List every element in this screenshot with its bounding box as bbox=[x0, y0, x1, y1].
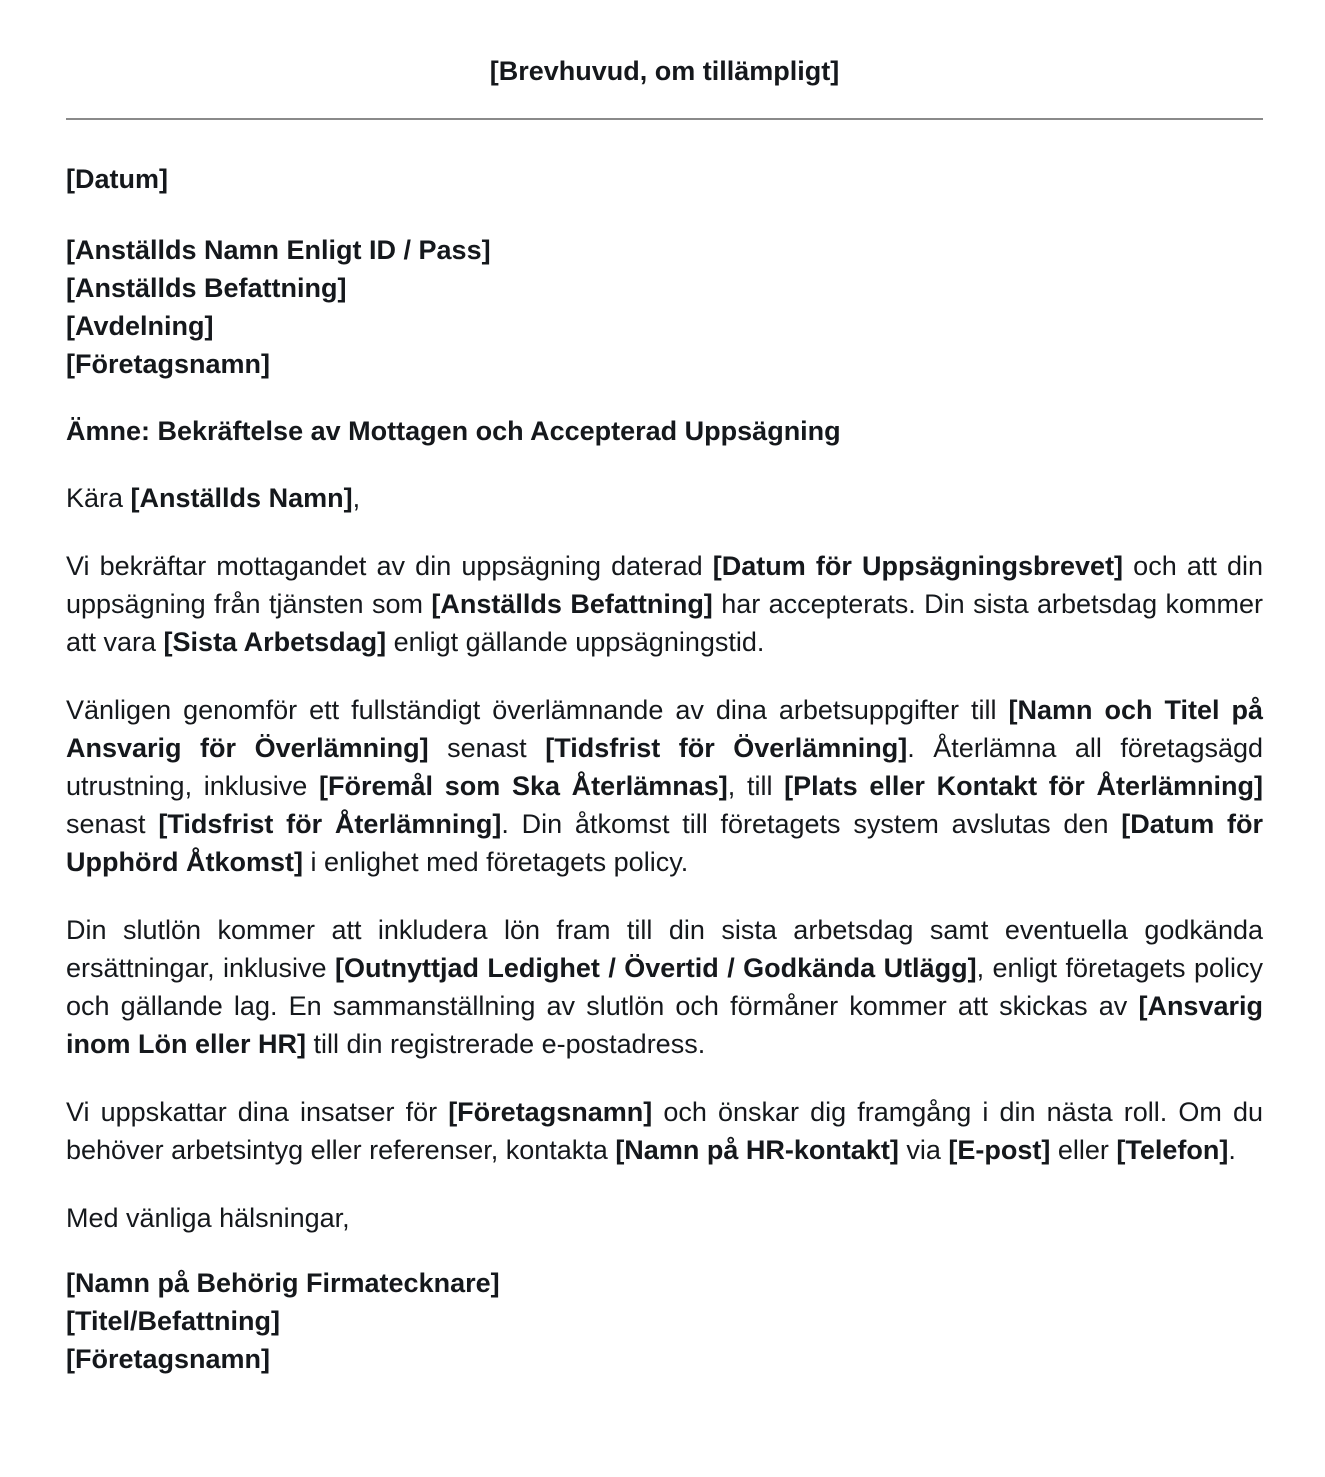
text-run: , bbox=[352, 483, 361, 513]
text-run: via bbox=[898, 1135, 949, 1165]
placeholder-field: [Namn på HR-kontakt] bbox=[615, 1135, 899, 1165]
text-run: och önskar dig framgång i din nästa roll. Om du behöver arbetsintyg eller referenser, kontakta bbox=[66, 1097, 1263, 1165]
placeholder-field: [Datum för Upphörd Åtkomst] bbox=[66, 809, 1263, 877]
subject-line: Ämne: Bekräftelse av Mottagen och Accepterad Uppsägning bbox=[66, 416, 841, 446]
text-run: senast bbox=[428, 733, 546, 763]
paragraph-resignation-confirmation bbox=[66, 547, 1263, 661]
placeholder-field: [Företagsnamn] bbox=[448, 1097, 653, 1127]
text-run: har accepterats. Din sista arbetsdag kommer att vara bbox=[66, 589, 1264, 657]
text-run: , till bbox=[727, 771, 785, 801]
placeholder-field: [Datum för Uppsägningsbrevet] bbox=[712, 551, 1124, 581]
placeholder-field: [Föremål som Ska Återlämnas] bbox=[319, 771, 728, 801]
text-run: . Din åtkomst till företagets system avslutas den bbox=[501, 809, 1122, 839]
signatory-name-line: [Namn på Behörig Firmatecknare] bbox=[66, 1268, 500, 1298]
recipient-department-line: [Avdelning] bbox=[66, 311, 214, 341]
text-run: . bbox=[1228, 1135, 1236, 1165]
paragraph-appreciation-and-contact bbox=[66, 1093, 1263, 1169]
recipient-name-line: [Anställds Namn Enligt ID / Pass] bbox=[66, 235, 491, 265]
text-run: till din registrerade e-postadress. bbox=[306, 1029, 706, 1059]
placeholder-field: [E-post] bbox=[948, 1135, 1051, 1165]
placeholder-field: [Ansvarig inom Lön eller HR] bbox=[66, 991, 1263, 1059]
recipient-block bbox=[66, 231, 1263, 383]
text-run: eller bbox=[1050, 1135, 1117, 1165]
text-run: Vi bekräftar mottagandet av din uppsägning daterad bbox=[66, 551, 713, 581]
text-run: . Återlämna all företagsägd utrustning, inklusive bbox=[66, 733, 1264, 801]
placeholder-field: [Tidsfrist för Återlämning] bbox=[158, 809, 502, 839]
signature-block bbox=[66, 1264, 1263, 1378]
text-run: Kära bbox=[66, 483, 131, 513]
placeholder-field: [Anställds Befattning] bbox=[431, 589, 713, 619]
placeholder-field: [Plats eller Kontakt för Återlämning] bbox=[784, 771, 1264, 801]
text-run: Vi uppskattar dina insatser för bbox=[66, 1097, 449, 1127]
paragraph-final-pay bbox=[66, 911, 1263, 1063]
text-run: Din slutlön kommer att inkludera lön fram till din sista arbetsdag samt eventuella godkända ersättningar, inklusive bbox=[66, 915, 1263, 983]
salutation-line bbox=[66, 479, 1263, 517]
recipient-company-line: [Företagsnamn] bbox=[66, 349, 271, 379]
placeholder-field: [Namn och Titel på Ansvarig för Överlämning] bbox=[66, 695, 1263, 763]
signatory-title-line: [Titel/Befattning] bbox=[66, 1306, 280, 1336]
text-run: Vänligen genomför ett fullständigt överlämnande av dina arbetsuppgifter till bbox=[66, 695, 1009, 725]
closing-line: Med vänliga hälsningar, bbox=[66, 1203, 350, 1233]
placeholder-field: [Anställds Namn] bbox=[130, 483, 353, 513]
letterhead-placeholder: [Brevhuvud, om tillämpligt] bbox=[489, 56, 840, 86]
text-run: och att din uppsägning från tjänsten som bbox=[66, 551, 1264, 619]
placeholder-field: [Outnyttjad Ledighet / Övertid / Godkända Utlägg] bbox=[335, 953, 977, 983]
letterhead-divider bbox=[66, 118, 1263, 120]
paragraph-handover-and-equipment bbox=[66, 691, 1263, 881]
text-run: enligt gällande uppsägningstid. bbox=[386, 627, 765, 657]
text-run: , enligt företagets policy och gällande lag. En sammanställning av slutlön och förmåner kommer att skickas av bbox=[66, 953, 1263, 1021]
date-placeholder: [Datum] bbox=[66, 164, 168, 194]
signatory-company-line: [Företagsnamn] bbox=[66, 1344, 271, 1374]
placeholder-field: [Telefon] bbox=[1116, 1135, 1229, 1165]
placeholder-field: [Sista Arbetsdag] bbox=[163, 627, 387, 657]
recipient-title-line: [Anställds Befattning] bbox=[66, 273, 347, 303]
text-run: senast bbox=[66, 809, 159, 839]
placeholder-field: [Tidsfrist för Överlämning] bbox=[545, 733, 908, 763]
text-run: i enlighet med företagets policy. bbox=[302, 847, 689, 877]
